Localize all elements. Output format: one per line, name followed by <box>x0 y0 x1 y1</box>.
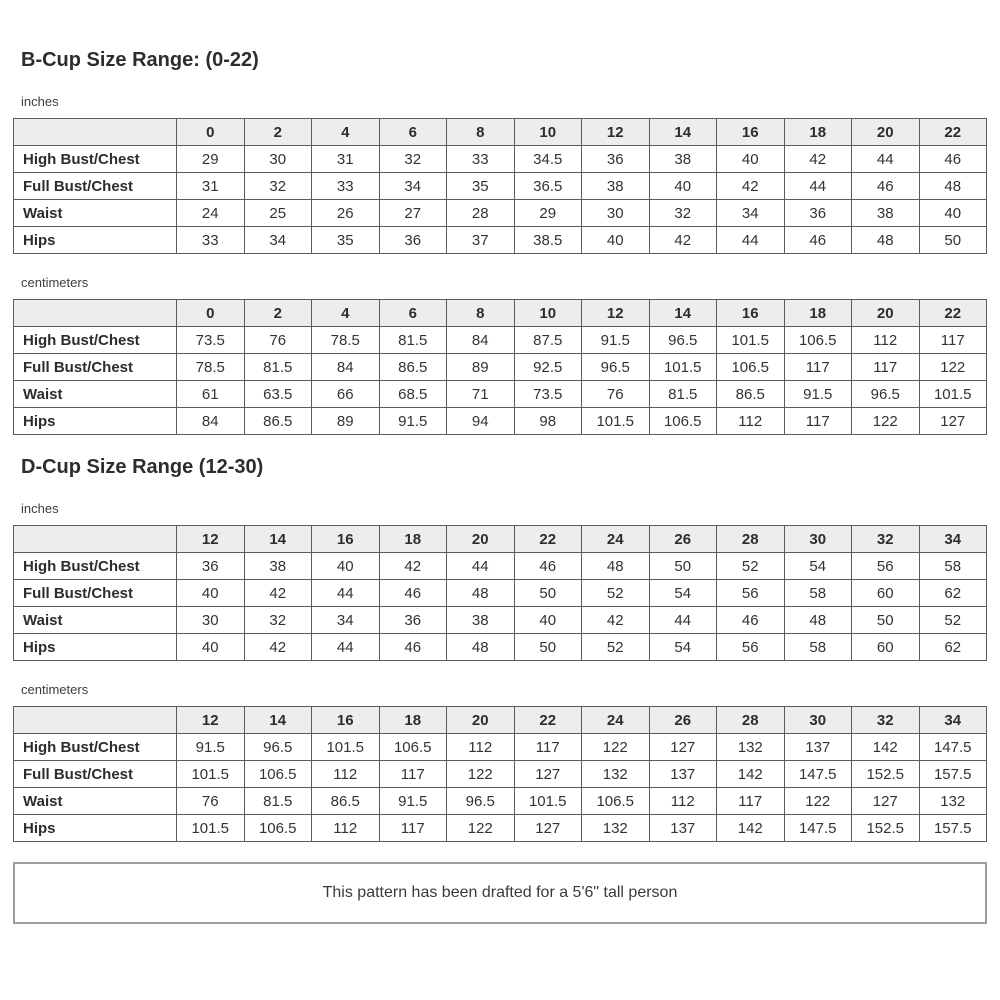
measurement-value-cell: 25 <box>244 200 312 227</box>
measurement-value-cell: 40 <box>177 634 245 661</box>
measurement-value-cell: 84 <box>312 354 380 381</box>
d-cup-inches-label: inches <box>21 501 59 516</box>
measurement-value-cell: 42 <box>717 173 785 200</box>
measurement-value-cell: 117 <box>379 761 447 788</box>
b-cup-centimeters-label: centimeters <box>21 275 89 290</box>
measurement-value-cell: 44 <box>312 634 380 661</box>
size-column-header: 30 <box>784 526 852 553</box>
measurement-value-cell: 61 <box>177 381 245 408</box>
size-column-header: 12 <box>177 526 245 553</box>
measurement-value-cell: 122 <box>447 815 515 842</box>
measurement-value-cell: 132 <box>582 761 650 788</box>
corner-cell <box>14 119 177 146</box>
b-cup-centimeters-table <box>13 299 987 435</box>
measurement-value-cell: 106.5 <box>244 815 312 842</box>
size-column-header: 12 <box>582 300 650 327</box>
measurement-value-cell: 94 <box>447 408 515 435</box>
measurement-value-cell: 96.5 <box>244 734 312 761</box>
measurement-value-cell: 127 <box>852 788 920 815</box>
measurement-value-cell: 48 <box>852 227 920 254</box>
measurement-value-cell: 112 <box>852 327 920 354</box>
size-column-header: 20 <box>447 526 515 553</box>
size-column-header: 2 <box>244 300 312 327</box>
measurement-value-cell: 50 <box>514 634 582 661</box>
size-column-header: 22 <box>919 300 987 327</box>
measurement-value-cell: 37 <box>447 227 515 254</box>
header-row <box>14 526 987 553</box>
measurement-value-cell: 137 <box>649 815 717 842</box>
size-column-header: 20 <box>852 300 920 327</box>
measurement-value-cell: 54 <box>649 634 717 661</box>
measurement-value-cell: 117 <box>919 327 987 354</box>
measurement-label: Full Bust/Chest <box>14 354 177 381</box>
measurement-value-cell: 29 <box>177 146 245 173</box>
measurement-value-cell: 117 <box>514 734 582 761</box>
measurement-value-cell: 40 <box>582 227 650 254</box>
measurement-value-cell: 87.5 <box>514 327 582 354</box>
measurement-value-cell: 106.5 <box>582 788 650 815</box>
measurement-value-cell: 62 <box>919 634 987 661</box>
measurement-value-cell: 32 <box>244 607 312 634</box>
measurement-value-cell: 46 <box>784 227 852 254</box>
measurement-row <box>14 761 987 788</box>
measurement-value-cell: 44 <box>717 227 785 254</box>
size-column-header: 26 <box>649 707 717 734</box>
measurement-value-cell: 38 <box>447 607 515 634</box>
measurement-value-cell: 84 <box>447 327 515 354</box>
measurement-value-cell: 122 <box>919 354 987 381</box>
measurement-value-cell: 54 <box>649 580 717 607</box>
measurement-value-cell: 36 <box>379 607 447 634</box>
measurement-value-cell: 147.5 <box>784 761 852 788</box>
measurement-value-cell: 32 <box>244 173 312 200</box>
measurement-value-cell: 33 <box>177 227 245 254</box>
measurement-value-cell: 101.5 <box>649 354 717 381</box>
measurement-value-cell: 35 <box>447 173 515 200</box>
measurement-value-cell: 86.5 <box>244 408 312 435</box>
measurement-value-cell: 30 <box>244 146 312 173</box>
measurement-row <box>14 734 987 761</box>
measurement-value-cell: 106.5 <box>717 354 785 381</box>
measurement-value-cell: 73.5 <box>177 327 245 354</box>
measurement-value-cell: 46 <box>379 634 447 661</box>
measurement-value-cell: 56 <box>852 553 920 580</box>
measurement-value-cell: 36 <box>379 227 447 254</box>
measurement-value-cell: 28 <box>447 200 515 227</box>
measurement-value-cell: 50 <box>514 580 582 607</box>
measurement-value-cell: 38 <box>649 146 717 173</box>
measurement-label: Waist <box>14 200 177 227</box>
size-column-header: 12 <box>177 707 245 734</box>
measurement-value-cell: 34 <box>379 173 447 200</box>
measurement-row <box>14 173 987 200</box>
size-column-header: 16 <box>312 526 380 553</box>
measurement-value-cell: 117 <box>784 408 852 435</box>
measurement-value-cell: 73.5 <box>514 381 582 408</box>
measurement-value-cell: 54 <box>784 553 852 580</box>
measurement-value-cell: 127 <box>649 734 717 761</box>
size-column-header: 14 <box>244 707 312 734</box>
header-row <box>14 119 987 146</box>
size-column-header: 18 <box>379 526 447 553</box>
measurement-value-cell: 42 <box>649 227 717 254</box>
size-column-header: 22 <box>514 707 582 734</box>
size-column-header: 18 <box>784 300 852 327</box>
measurement-value-cell: 84 <box>177 408 245 435</box>
measurement-value-cell: 52 <box>582 634 650 661</box>
measurement-value-cell: 101.5 <box>582 408 650 435</box>
d-cup-centimeters-label: centimeters <box>21 682 89 697</box>
measurement-value-cell: 33 <box>312 173 380 200</box>
measurement-value-cell: 71 <box>447 381 515 408</box>
measurement-value-cell: 132 <box>919 788 987 815</box>
size-column-header: 16 <box>717 119 785 146</box>
measurement-value-cell: 91.5 <box>582 327 650 354</box>
measurement-value-cell: 48 <box>447 580 515 607</box>
measurement-value-cell: 122 <box>784 788 852 815</box>
d-cup-centimeters-table <box>13 706 987 842</box>
corner-cell <box>14 707 177 734</box>
size-column-header: 32 <box>852 707 920 734</box>
measurement-label: Hips <box>14 634 177 661</box>
size-column-header: 18 <box>379 707 447 734</box>
corner-cell <box>14 526 177 553</box>
measurement-value-cell: 42 <box>244 580 312 607</box>
measurement-label: Full Bust/Chest <box>14 761 177 788</box>
measurement-row <box>14 553 987 580</box>
measurement-value-cell: 34.5 <box>514 146 582 173</box>
measurement-value-cell: 127 <box>919 408 987 435</box>
measurement-value-cell: 32 <box>379 146 447 173</box>
measurement-value-cell: 122 <box>582 734 650 761</box>
measurement-value-cell: 38 <box>244 553 312 580</box>
measurement-value-cell: 86.5 <box>717 381 785 408</box>
measurement-value-cell: 31 <box>177 173 245 200</box>
measurement-value-cell: 122 <box>447 761 515 788</box>
measurement-value-cell: 117 <box>717 788 785 815</box>
measurement-row <box>14 815 987 842</box>
measurement-value-cell: 48 <box>582 553 650 580</box>
measurement-value-cell: 76 <box>244 327 312 354</box>
size-column-header: 8 <box>447 300 515 327</box>
measurement-value-cell: 40 <box>177 580 245 607</box>
measurement-row <box>14 580 987 607</box>
measurement-value-cell: 91.5 <box>379 788 447 815</box>
measurement-row <box>14 354 987 381</box>
measurement-value-cell: 66 <box>312 381 380 408</box>
measurement-value-cell: 106.5 <box>784 327 852 354</box>
measurement-value-cell: 38 <box>582 173 650 200</box>
measurement-value-cell: 48 <box>919 173 987 200</box>
measurement-value-cell: 112 <box>649 788 717 815</box>
measurement-value-cell: 101.5 <box>717 327 785 354</box>
measurement-label: High Bust/Chest <box>14 553 177 580</box>
measurement-value-cell: 76 <box>177 788 245 815</box>
measurement-value-cell: 58 <box>784 580 852 607</box>
measurement-row <box>14 146 987 173</box>
measurement-value-cell: 34 <box>312 607 380 634</box>
size-column-header: 16 <box>312 707 380 734</box>
measurement-value-cell: 36 <box>177 553 245 580</box>
measurement-value-cell: 112 <box>447 734 515 761</box>
measurement-value-cell: 152.5 <box>852 815 920 842</box>
measurement-value-cell: 96.5 <box>582 354 650 381</box>
header-row <box>14 707 987 734</box>
measurement-value-cell: 91.5 <box>177 734 245 761</box>
measurement-value-cell: 117 <box>379 815 447 842</box>
size-column-header: 14 <box>244 526 312 553</box>
measurement-value-cell: 48 <box>784 607 852 634</box>
measurement-value-cell: 132 <box>717 734 785 761</box>
measurement-value-cell: 112 <box>312 815 380 842</box>
measurement-value-cell: 50 <box>919 227 987 254</box>
measurement-value-cell: 44 <box>852 146 920 173</box>
header-row <box>14 300 987 327</box>
measurement-label: Hips <box>14 815 177 842</box>
measurement-value-cell: 81.5 <box>379 327 447 354</box>
size-column-header: 28 <box>717 526 785 553</box>
size-column-header: 22 <box>919 119 987 146</box>
measurement-row <box>14 408 987 435</box>
measurement-value-cell: 117 <box>784 354 852 381</box>
measurement-value-cell: 101.5 <box>177 815 245 842</box>
measurement-value-cell: 147.5 <box>919 734 987 761</box>
measurement-value-cell: 106.5 <box>379 734 447 761</box>
measurement-value-cell: 38 <box>852 200 920 227</box>
measurement-row <box>14 634 987 661</box>
measurement-value-cell: 42 <box>784 146 852 173</box>
measurement-value-cell: 56 <box>717 580 785 607</box>
measurement-value-cell: 117 <box>852 354 920 381</box>
measurement-label: High Bust/Chest <box>14 734 177 761</box>
size-column-header: 16 <box>717 300 785 327</box>
size-column-header: 2 <box>244 119 312 146</box>
measurement-value-cell: 56 <box>717 634 785 661</box>
measurement-value-cell: 50 <box>852 607 920 634</box>
size-column-header: 14 <box>649 119 717 146</box>
measurement-value-cell: 58 <box>919 553 987 580</box>
measurement-value-cell: 106.5 <box>649 408 717 435</box>
measurement-value-cell: 38.5 <box>514 227 582 254</box>
measurement-value-cell: 147.5 <box>784 815 852 842</box>
d-cup-section-title: D-Cup Size Range (12-30) <box>21 456 264 478</box>
measurement-value-cell: 40 <box>649 173 717 200</box>
measurement-value-cell: 98 <box>514 408 582 435</box>
measurement-row <box>14 227 987 254</box>
measurement-value-cell: 101.5 <box>312 734 380 761</box>
measurement-value-cell: 91.5 <box>379 408 447 435</box>
b-cup-inches-table <box>13 118 987 254</box>
measurement-label: Waist <box>14 607 177 634</box>
measurement-value-cell: 48 <box>447 634 515 661</box>
size-column-header: 18 <box>784 119 852 146</box>
measurement-value-cell: 96.5 <box>649 327 717 354</box>
height-note-box <box>13 862 987 924</box>
size-column-header: 24 <box>582 526 650 553</box>
measurement-value-cell: 86.5 <box>379 354 447 381</box>
measurement-value-cell: 46 <box>717 607 785 634</box>
corner-cell <box>14 300 177 327</box>
measurement-value-cell: 29 <box>514 200 582 227</box>
b-cup-section-title: B-Cup Size Range: (0-22) <box>21 49 259 71</box>
measurement-label: Waist <box>14 381 177 408</box>
size-column-header: 20 <box>852 119 920 146</box>
measurement-label: Waist <box>14 788 177 815</box>
measurement-value-cell: 81.5 <box>649 381 717 408</box>
size-column-header: 10 <box>514 119 582 146</box>
measurement-value-cell: 42 <box>244 634 312 661</box>
measurement-value-cell: 92.5 <box>514 354 582 381</box>
measurement-value-cell: 86.5 <box>312 788 380 815</box>
measurement-value-cell: 36 <box>582 146 650 173</box>
measurement-row <box>14 381 987 408</box>
measurement-value-cell: 96.5 <box>447 788 515 815</box>
measurement-value-cell: 142 <box>717 761 785 788</box>
measurement-value-cell: 112 <box>717 408 785 435</box>
measurement-value-cell: 58 <box>784 634 852 661</box>
measurement-value-cell: 137 <box>649 761 717 788</box>
measurement-value-cell: 60 <box>852 580 920 607</box>
measurement-value-cell: 40 <box>919 200 987 227</box>
measurement-value-cell: 76 <box>582 381 650 408</box>
size-column-header: 28 <box>717 707 785 734</box>
measurement-row <box>14 788 987 815</box>
measurement-value-cell: 46 <box>514 553 582 580</box>
measurement-value-cell: 91.5 <box>784 381 852 408</box>
measurement-value-cell: 36.5 <box>514 173 582 200</box>
measurement-value-cell: 157.5 <box>919 761 987 788</box>
measurement-value-cell: 127 <box>514 815 582 842</box>
size-column-header: 6 <box>379 300 447 327</box>
size-column-header: 0 <box>177 119 245 146</box>
measurement-value-cell: 112 <box>312 761 380 788</box>
measurement-label: Full Bust/Chest <box>14 173 177 200</box>
measurement-value-cell: 34 <box>244 227 312 254</box>
measurement-value-cell: 46 <box>379 580 447 607</box>
measurement-value-cell: 122 <box>852 408 920 435</box>
size-column-header: 14 <box>649 300 717 327</box>
measurement-value-cell: 30 <box>177 607 245 634</box>
measurement-row <box>14 607 987 634</box>
size-column-header: 4 <box>312 119 380 146</box>
size-column-header: 22 <box>514 526 582 553</box>
measurement-value-cell: 89 <box>312 408 380 435</box>
measurement-value-cell: 33 <box>447 146 515 173</box>
measurement-value-cell: 81.5 <box>244 788 312 815</box>
size-column-header: 26 <box>649 526 717 553</box>
measurement-value-cell: 52 <box>582 580 650 607</box>
measurement-value-cell: 101.5 <box>514 788 582 815</box>
size-column-header: 6 <box>379 119 447 146</box>
measurement-value-cell: 127 <box>514 761 582 788</box>
measurement-label: High Bust/Chest <box>14 327 177 354</box>
b-cup-inches-label: inches <box>21 94 59 109</box>
size-column-header: 24 <box>582 707 650 734</box>
measurement-value-cell: 32 <box>649 200 717 227</box>
size-column-header: 30 <box>784 707 852 734</box>
size-column-header: 34 <box>919 707 987 734</box>
measurement-value-cell: 40 <box>717 146 785 173</box>
measurement-value-cell: 101.5 <box>919 381 987 408</box>
measurement-row <box>14 200 987 227</box>
measurement-value-cell: 142 <box>852 734 920 761</box>
measurement-value-cell: 152.5 <box>852 761 920 788</box>
measurement-value-cell: 89 <box>447 354 515 381</box>
size-column-header: 0 <box>177 300 245 327</box>
measurement-value-cell: 52 <box>919 607 987 634</box>
measurement-value-cell: 40 <box>312 553 380 580</box>
measurement-value-cell: 101.5 <box>177 761 245 788</box>
measurement-value-cell: 78.5 <box>312 327 380 354</box>
measurement-value-cell: 44 <box>447 553 515 580</box>
measurement-label: Hips <box>14 227 177 254</box>
measurement-label: Full Bust/Chest <box>14 580 177 607</box>
measurement-value-cell: 30 <box>582 200 650 227</box>
measurement-value-cell: 44 <box>784 173 852 200</box>
measurement-value-cell: 50 <box>649 553 717 580</box>
measurement-value-cell: 46 <box>852 173 920 200</box>
measurement-value-cell: 34 <box>717 200 785 227</box>
measurement-value-cell: 24 <box>177 200 245 227</box>
measurement-value-cell: 42 <box>582 607 650 634</box>
measurement-value-cell: 40 <box>514 607 582 634</box>
size-column-header: 20 <box>447 707 515 734</box>
measurement-value-cell: 157.5 <box>919 815 987 842</box>
measurement-value-cell: 44 <box>649 607 717 634</box>
measurement-value-cell: 26 <box>312 200 380 227</box>
measurement-value-cell: 60 <box>852 634 920 661</box>
size-column-header: 12 <box>582 119 650 146</box>
measurement-value-cell: 44 <box>312 580 380 607</box>
measurement-value-cell: 52 <box>717 553 785 580</box>
measurement-row <box>14 327 987 354</box>
size-column-header: 34 <box>919 526 987 553</box>
measurement-label: Hips <box>14 408 177 435</box>
measurement-value-cell: 96.5 <box>852 381 920 408</box>
size-column-header: 32 <box>852 526 920 553</box>
measurement-value-cell: 62 <box>919 580 987 607</box>
height-note-text: This pattern has been drafted for a 5'6" tall person <box>322 884 678 901</box>
measurement-value-cell: 27 <box>379 200 447 227</box>
measurement-value-cell: 81.5 <box>244 354 312 381</box>
measurement-value-cell: 106.5 <box>244 761 312 788</box>
d-cup-inches-table <box>13 525 987 661</box>
measurement-value-cell: 63.5 <box>244 381 312 408</box>
measurement-value-cell: 68.5 <box>379 381 447 408</box>
measurement-value-cell: 36 <box>784 200 852 227</box>
measurement-value-cell: 42 <box>379 553 447 580</box>
size-column-header: 10 <box>514 300 582 327</box>
measurement-value-cell: 137 <box>784 734 852 761</box>
measurement-value-cell: 132 <box>582 815 650 842</box>
measurement-value-cell: 142 <box>717 815 785 842</box>
measurement-value-cell: 78.5 <box>177 354 245 381</box>
measurement-value-cell: 46 <box>919 146 987 173</box>
measurement-value-cell: 31 <box>312 146 380 173</box>
measurement-label: High Bust/Chest <box>14 146 177 173</box>
measurement-value-cell: 35 <box>312 227 380 254</box>
size-column-header: 4 <box>312 300 380 327</box>
size-column-header: 8 <box>447 119 515 146</box>
